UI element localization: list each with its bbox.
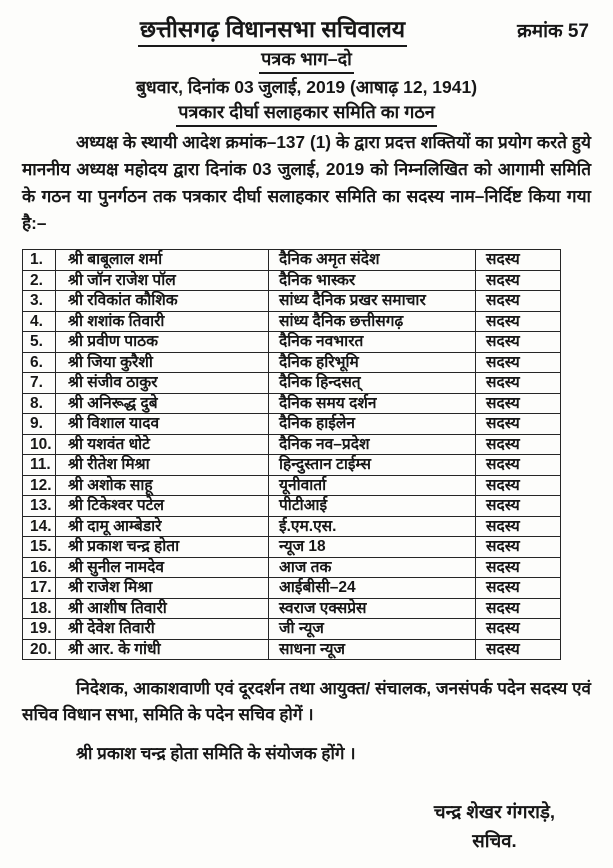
member-name-cell: श्री प्रकाश चन्द्र होता (56, 537, 269, 558)
organisation-cell: दैनिक नवभारत (269, 332, 476, 353)
designation-cell: सदस्य (476, 639, 561, 660)
serial-cell: 20. (23, 639, 56, 660)
designation-cell: सदस्य (476, 578, 561, 599)
serial-cell: 6. (23, 352, 56, 373)
part-subtitle: पत्रक भाग–दो (259, 48, 354, 74)
organisation-cell: यूनीवार्ता (269, 475, 476, 496)
signatory-name: चन्द्र शेखर गंगराड़े, (433, 801, 555, 822)
member-name-cell: श्री अनिरूद्ध दुबे (56, 393, 269, 414)
member-name-cell: श्री अशोक साहू (56, 475, 269, 496)
designation-cell: सदस्य (476, 352, 561, 373)
organisation-cell: साधना न्यूज (269, 639, 476, 660)
designation-cell: सदस्य (476, 475, 561, 496)
serial-cell: 13. (23, 496, 56, 517)
member-name-cell: श्री सुनील नामदेव (56, 557, 269, 578)
member-name-cell: श्री प्रवीण पाठक (56, 332, 269, 353)
serial-cell: 2. (23, 270, 56, 291)
member-name-cell: श्री टिकेश्वर पटेल (56, 496, 269, 517)
designation-cell: सदस्य (476, 414, 561, 435)
serial-cell: 3. (23, 291, 56, 312)
table-row (23, 434, 561, 455)
serial-cell: 15. (23, 537, 56, 558)
designation-cell: सदस्य (476, 455, 561, 476)
member-name-cell: श्री शशांक तिवारी (56, 311, 269, 332)
part-subtitle-line (22, 48, 591, 75)
serial-cell: 11. (23, 455, 56, 476)
committee-heading-line (22, 101, 591, 129)
organisation-cell: जी न्यूज (269, 619, 476, 640)
table-row (23, 598, 561, 619)
table-row (23, 291, 561, 312)
member-name-cell: श्री देवेश तिवारी (56, 619, 269, 640)
member-name-cell: श्री राजेश मिश्रा (56, 578, 269, 599)
organisation-cell: न्यूज 18 (269, 537, 476, 558)
serial-cell: 4. (23, 311, 56, 332)
table-row (23, 455, 561, 476)
table-row (23, 352, 561, 373)
member-name-cell: श्री रीतेश मिश्रा (56, 455, 269, 476)
organisation-cell: दैनिक भास्कर (269, 270, 476, 291)
serial-cell: 5. (23, 332, 56, 353)
organisation-cell: सांध्य दैनिक छत्तीसगढ़ (269, 311, 476, 332)
table-row (23, 578, 561, 599)
organisation-cell: स्वराज एक्सप्रेस (269, 598, 476, 619)
ex-officio-note: निदेशक, आकाशवाणी एवं दूरदर्शन तथा आयुक्त/ संचालक, जनसंपर्क पदेन सदस्य एवं सचिव विधान सभा, समिति के पदेन सचिव होगें । (22, 679, 591, 724)
organisation-cell: ई.एम.एस. (269, 516, 476, 537)
table-row (23, 619, 561, 640)
designation-cell: सदस्य (476, 311, 561, 332)
serial-cell: 7. (23, 373, 56, 394)
serial-cell: 12. (23, 475, 56, 496)
designation-cell: सदस्य (476, 332, 561, 353)
member-name-cell: श्री संजीव ठाकुर (56, 373, 269, 394)
serial-cell: 1. (23, 250, 56, 271)
serial-cell: 10. (23, 434, 56, 455)
serial-cell: 18. (23, 598, 56, 619)
designation-cell: सदस्य (476, 496, 561, 517)
designation-cell: सदस्य (476, 434, 561, 455)
table-row (23, 332, 561, 353)
member-name-cell: श्री जिया कुरैशी (56, 352, 269, 373)
organisation-cell: पीटीआई (269, 496, 476, 517)
organisation-cell: आईबीसी–24 (269, 578, 476, 599)
member-name-cell: श्री आर. के गांधी (56, 639, 269, 660)
organisation-cell: हिन्दुस्तान टाईम्स (269, 455, 476, 476)
designation-cell: सदस्य (476, 373, 561, 394)
table-row (23, 475, 561, 496)
convener-note: श्री प्रकाश चन्द्र होता समिति के संयोजक होंगे । (76, 744, 356, 763)
organisation-cell: दैनिक समय दर्शन (269, 393, 476, 414)
signature-block (434, 797, 555, 855)
committee-heading: पत्रकार दीर्घा सलाहकार समिति का गठन (176, 101, 437, 127)
intro-paragraph: अध्यक्ष के स्थायी आदेश क्रमांक–137 (1) के द्वारा प्रदत्त शक्तियों का प्रयोग करते हुये माननीय अध्यक्ष महोदय द्वारा दिनांक 03 जुलाई, 2019 को निम्नलिखित को आगामी समिति के गठन या पुनर्गठन तक पत्रकार दीर्घा सलाहकार समिति का सदस्य नाम–निर्दिष्ट किया गया है:– (22, 132, 591, 233)
table-row (23, 270, 561, 291)
serial-cell: 8. (23, 393, 56, 414)
designation-cell: सदस्य (476, 291, 561, 312)
date-line: बुधवार, दिनांक 03 जुलाई, 2019 (आषाढ़ 12, 1941) (135, 77, 478, 97)
signatory-designation: सचिव. (472, 830, 517, 851)
organisation-cell: दैनिक हिन्दसत् (269, 373, 476, 394)
table-row (23, 639, 561, 660)
table-row (23, 537, 561, 558)
organisation-cell: दैनिक नव–प्रदेश (269, 434, 476, 455)
member-name-cell: श्री बाबूलाल शर्मा (56, 250, 269, 271)
serial-cell: 14. (23, 516, 56, 537)
serial-cell: 9. (23, 414, 56, 435)
designation-cell: सदस्य (476, 516, 561, 537)
designation-cell: सदस्य (476, 393, 561, 414)
members-table (22, 249, 561, 660)
serial-cell: 16. (23, 557, 56, 578)
document-header (22, 14, 591, 48)
member-name-cell: श्री यशवंत धोटे (56, 434, 269, 455)
designation-cell: सदस्य (476, 270, 561, 291)
table-row (23, 557, 561, 578)
designation-cell: सदस्य (476, 250, 561, 271)
table-row (23, 373, 561, 394)
serial-cell: 17. (23, 578, 56, 599)
member-name-cell: श्री जॉन राजेश पॉल (56, 270, 269, 291)
table-row (23, 250, 561, 271)
organisation-cell: दैनिक अमृत संदेश (269, 250, 476, 271)
table-row (23, 311, 561, 332)
organisation-cell: आज तक (269, 557, 476, 578)
member-name-cell: श्री विशाल यादव (56, 414, 269, 435)
table-row (23, 414, 561, 435)
table-row (23, 516, 561, 537)
member-name-cell: श्री आशीष तिवारी (56, 598, 269, 619)
designation-cell: सदस्य (476, 537, 561, 558)
serial-cell: 19. (23, 619, 56, 640)
document-title: छत्तीसगढ़ विधानसभा सचिवालय (138, 14, 407, 47)
serial-number: क्रमांक 57 (517, 21, 589, 42)
designation-cell: सदस्य (476, 598, 561, 619)
member-name-cell: श्री दामू आम्बेडारे (56, 516, 269, 537)
organisation-cell: सांध्य दैनिक प्रखर समाचार (269, 291, 476, 312)
designation-cell: सदस्य (476, 619, 561, 640)
table-row (23, 393, 561, 414)
organisation-cell: दैनिक हाईलेन (269, 414, 476, 435)
member-table-body (23, 250, 561, 660)
table-row (23, 496, 561, 517)
organisation-cell: दैनिक हरिभूमि (269, 352, 476, 373)
designation-cell: सदस्य (476, 557, 561, 578)
member-name-cell: श्री रविकांत कौशिक (56, 291, 269, 312)
